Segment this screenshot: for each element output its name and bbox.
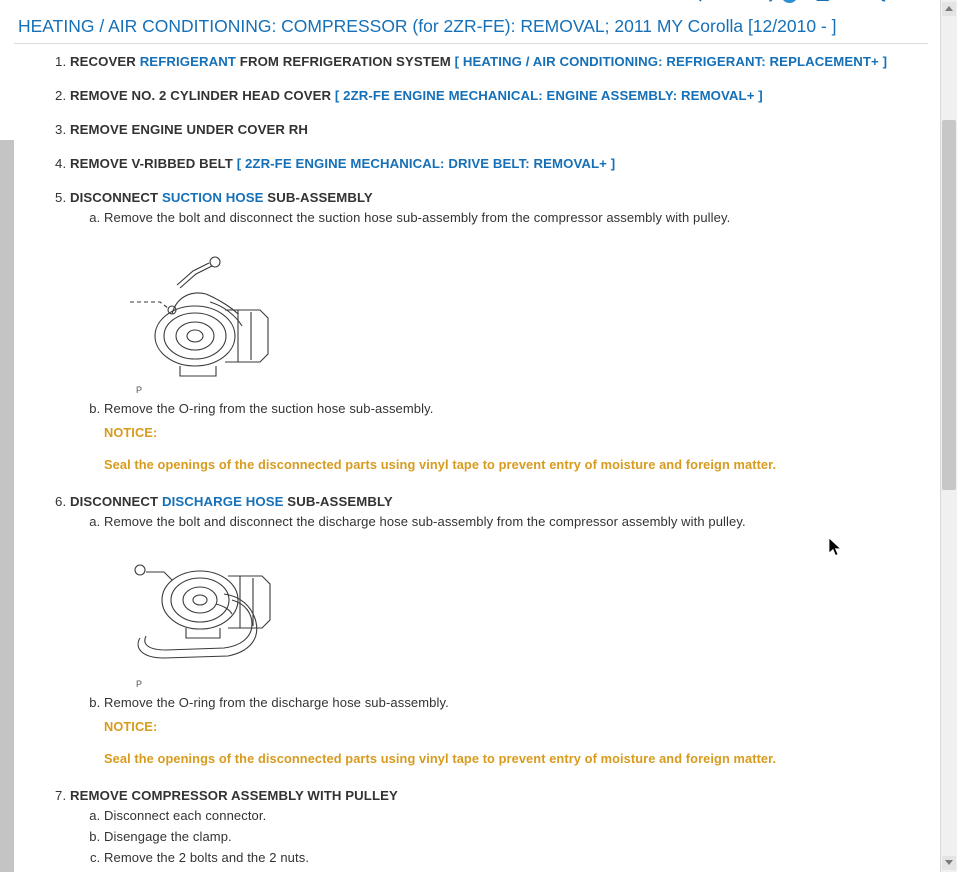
step-text: SUB-ASSEMBLY	[283, 494, 393, 509]
create-quote-label	[835, 0, 914, 2]
add-user-icon	[816, 0, 830, 2]
term-link: SUCTION HOSE	[161, 190, 264, 205]
step-text: DISCONNECT	[70, 190, 162, 205]
reference-link[interactable]: [ HEATING / AIR CONDITIONING: REFRIGERANT: REPLACEMENT+ ]	[454, 54, 888, 69]
substep-item	[104, 827, 929, 847]
procedure-step	[70, 156, 929, 171]
term-link: DISCHARGE HOSE	[161, 494, 284, 509]
chevron-down-icon	[945, 860, 953, 865]
procedure-step	[70, 88, 929, 103]
community-button[interactable]	[688, 0, 798, 3]
substep-list	[70, 208, 929, 475]
substep-text: Remove the O-ring from the suction hose sub-assembly.	[104, 401, 434, 416]
substep-item	[104, 208, 929, 228]
left-rail	[0, 10, 14, 872]
community-count-badge	[781, 0, 798, 3]
procedure-step	[70, 122, 929, 137]
substep-item	[104, 399, 929, 475]
step-text: RECOVER	[70, 54, 140, 69]
substep-text: Disengage the clamp.	[104, 829, 232, 844]
substep-text: Disconnect each connector.	[104, 808, 267, 823]
app-top-bar	[0, 0, 957, 10]
step-text: REMOVE NO. 2 CYLINDER HEAD COVER	[70, 88, 335, 103]
scroll-up-arrow[interactable]	[942, 2, 956, 16]
substep-list	[70, 806, 929, 868]
procedure-step	[70, 54, 929, 69]
figure-caption: P	[136, 679, 143, 689]
step-text: SUB-ASSEMBLY	[263, 190, 373, 205]
substep-item	[104, 848, 929, 868]
chevron-up-icon	[945, 6, 953, 11]
left-rail-shade	[0, 140, 14, 872]
substep-text: Remove the 2 bolts and the 2 nuts.	[104, 850, 310, 865]
procedure-step	[70, 788, 929, 868]
notice-label: NOTICE:	[104, 719, 158, 734]
substep-text: Remove the bolt and disconnect the suction hose sub-assembly from the compressor assembly with pulley.	[104, 210, 731, 225]
compressor-discharge-hose-diagram	[104, 548, 929, 689]
step-text: REMOVE ENGINE UNDER COVER RH	[70, 122, 309, 137]
reference-link[interactable]: [ 2ZR-FE ENGINE MECHANICAL: DRIVE BELT: REMOVAL+ ]	[236, 156, 616, 171]
page-title: HEATING / AIR CONDITIONING: COMPRESSOR (for 2ZR-FE): REMOVAL; 2011 MY Corolla [12/2010 - ]	[14, 10, 929, 44]
community-label	[707, 0, 776, 2]
create-quote-button[interactable]	[816, 0, 914, 2]
step-text: DISCONNECT	[70, 494, 162, 509]
procedure-step	[70, 190, 929, 475]
notice-text: Seal the openings of the disconnected parts using vinyl tape to prevent entry of moisture and foreign matter.	[104, 751, 777, 766]
document-pane	[14, 10, 929, 872]
reference-link[interactable]: [ 2ZR-FE ENGINE MECHANICAL: ENGINE ASSEMBLY: REMOVAL+ ]	[334, 88, 763, 103]
substep-item	[104, 806, 929, 826]
term-link: REFRIGERANT	[139, 54, 237, 69]
procedure-step	[70, 494, 929, 769]
notice-text: Seal the openings of the disconnected parts using vinyl tape to prevent entry of moisture and foreign matter.	[104, 457, 777, 472]
procedure-step-list	[14, 54, 929, 868]
step-text: REMOVE V-RIBBED BELT	[70, 156, 237, 171]
substep-item	[104, 693, 929, 769]
scrollbar-thumb[interactable]	[942, 120, 956, 490]
step-text: FROM REFRIGERATION SYSTEM	[236, 54, 455, 69]
vertical-scrollbar[interactable]	[940, 0, 957, 872]
substep-text: Remove the bolt and disconnect the discharge hose sub-assembly from the compressor assembly with pulley.	[104, 514, 746, 529]
scroll-down-arrow[interactable]	[942, 856, 956, 870]
substep-text: Remove the O-ring from the discharge hose sub-assembly.	[104, 695, 449, 710]
step-text: REMOVE COMPRESSOR ASSEMBLY WITH PULLEY	[70, 788, 398, 803]
compressor-suction-hose-diagram	[104, 244, 929, 395]
substep-list	[70, 512, 929, 769]
search-icon	[688, 0, 702, 2]
substep-item	[104, 512, 929, 532]
notice-label: NOTICE:	[104, 425, 158, 440]
figure-caption: P	[136, 385, 143, 395]
